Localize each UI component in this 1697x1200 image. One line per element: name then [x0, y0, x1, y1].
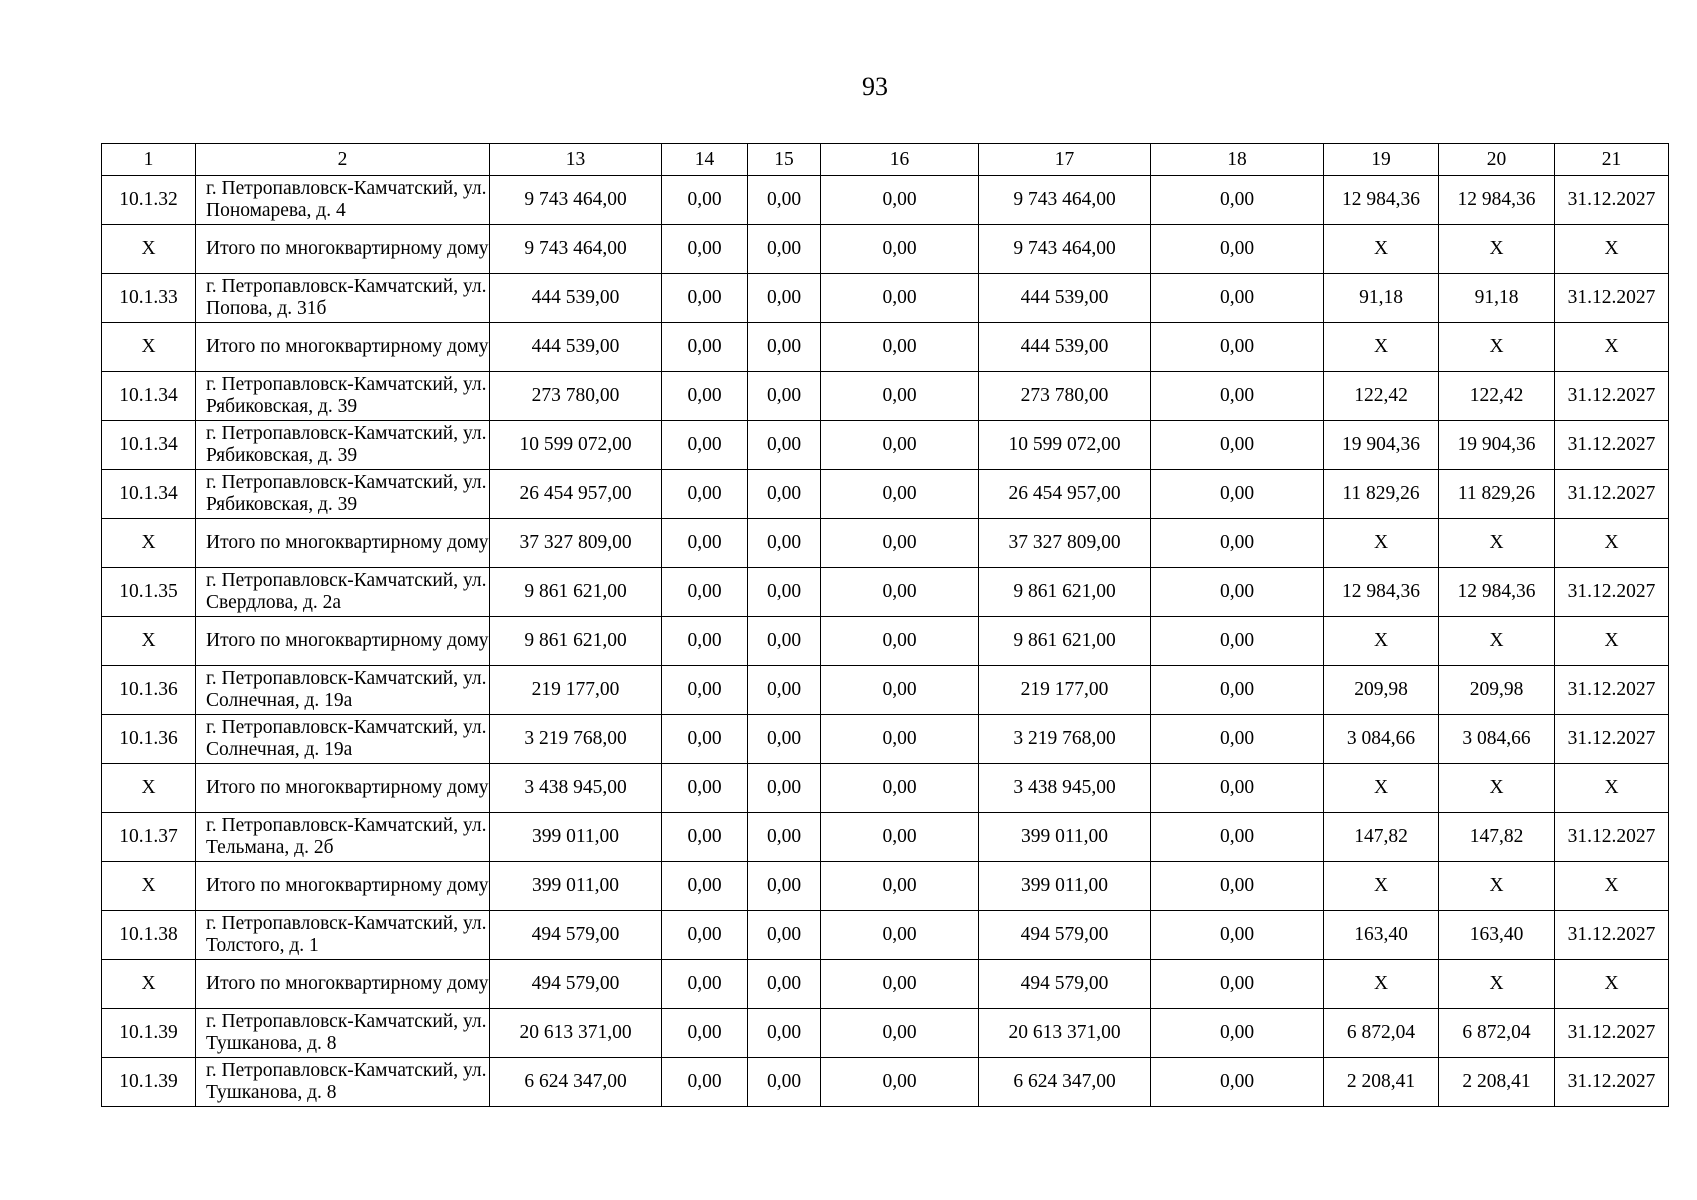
fund-cell: 0,00: [748, 519, 821, 568]
row-number-cell: X: [102, 617, 196, 666]
fund-cell: 0,00: [748, 813, 821, 862]
fund-cell: 0,00: [748, 862, 821, 911]
fund-cell: 0,00: [662, 715, 748, 764]
deadline-cell: X: [1555, 323, 1669, 372]
deadline-cell: 31.12.2027: [1555, 421, 1669, 470]
cost-total-cell: 9 743 464,00: [490, 225, 662, 274]
deadline-cell: 31.12.2027: [1555, 666, 1669, 715]
cost-owners-cell: 399 011,00: [979, 813, 1151, 862]
address-cell: г. Петропавловск-Камчатский, ул. Толстого, д. 1: [196, 911, 490, 960]
fund-cell: 0,00: [662, 372, 748, 421]
table-row: [102, 715, 1669, 764]
unit-cost-limit-cell: X: [1439, 617, 1555, 666]
fund-cell: 0,00: [662, 1058, 748, 1107]
unit-cost-limit-cell: 11 829,26: [1439, 470, 1555, 519]
fund-cell: 0,00: [821, 372, 979, 421]
table-row: [102, 421, 1669, 470]
cost-owners-cell: 20 613 371,00: [979, 1009, 1151, 1058]
deadline-cell: 31.12.2027: [1555, 470, 1669, 519]
fund-cell: 0,00: [748, 666, 821, 715]
deadline-cell: X: [1555, 519, 1669, 568]
unit-cost-limit-cell: 209,98: [1439, 666, 1555, 715]
row-number-cell: X: [102, 764, 196, 813]
column-header: 2: [196, 144, 490, 176]
fund-cell: 0,00: [821, 1009, 979, 1058]
row-number-cell: 10.1.39: [102, 1009, 196, 1058]
cost-total-cell: 9 743 464,00: [490, 176, 662, 225]
data-table: [101, 143, 1669, 1107]
unit-cost-limit-cell: 12 984,36: [1439, 176, 1555, 225]
fund-cell: 0,00: [821, 813, 979, 862]
fund-cell: 0,00: [1151, 911, 1324, 960]
fund-cell: 0,00: [821, 470, 979, 519]
cost-owners-cell: 494 579,00: [979, 960, 1151, 1009]
deadline-cell: 31.12.2027: [1555, 1009, 1669, 1058]
table-row: [102, 1009, 1669, 1058]
column-header: 18: [1151, 144, 1324, 176]
table-body: [102, 176, 1669, 1107]
fund-cell: 0,00: [748, 911, 821, 960]
deadline-cell: 31.12.2027: [1555, 715, 1669, 764]
column-header: 14: [662, 144, 748, 176]
row-number-cell: 10.1.37: [102, 813, 196, 862]
column-header: 19: [1324, 144, 1439, 176]
fund-cell: 0,00: [821, 764, 979, 813]
fund-cell: 0,00: [748, 568, 821, 617]
unit-cost-cell: 6 872,04: [1324, 1009, 1439, 1058]
deadline-cell: X: [1555, 617, 1669, 666]
unit-cost-cell: 12 984,36: [1324, 176, 1439, 225]
unit-cost-cell: 12 984,36: [1324, 568, 1439, 617]
address-cell: г. Петропавловск-Камчатский, ул. Тельмана, д. 2б: [196, 813, 490, 862]
row-number-cell: 10.1.38: [102, 911, 196, 960]
deadline-cell: 31.12.2027: [1555, 813, 1669, 862]
unit-cost-limit-cell: X: [1439, 225, 1555, 274]
address-cell: г. Петропавловск-Камчатский, ул. Солнечная, д. 19а: [196, 715, 490, 764]
row-number-cell: 10.1.36: [102, 666, 196, 715]
unit-cost-cell: 147,82: [1324, 813, 1439, 862]
deadline-cell: X: [1555, 960, 1669, 1009]
address-cell: Итого по многоквартирному дому: [196, 960, 490, 1009]
row-number-cell: 10.1.34: [102, 470, 196, 519]
address-cell: Итого по многоквартирному дому: [196, 764, 490, 813]
row-number-cell: 10.1.34: [102, 421, 196, 470]
fund-cell: 0,00: [821, 960, 979, 1009]
fund-cell: 0,00: [1151, 225, 1324, 274]
fund-cell: 0,00: [662, 519, 748, 568]
fund-cell: 0,00: [821, 568, 979, 617]
fund-cell: 0,00: [821, 617, 979, 666]
fund-cell: 0,00: [662, 1009, 748, 1058]
fund-cell: 0,00: [748, 764, 821, 813]
address-cell: г. Петропавловск-Камчатский, ул. Тушканова, д. 8: [196, 1009, 490, 1058]
address-cell: г. Петропавловск-Камчатский, ул. Попова, д. 31б: [196, 274, 490, 323]
fund-cell: 0,00: [748, 225, 821, 274]
fund-cell: 0,00: [1151, 666, 1324, 715]
unit-cost-limit-cell: 2 208,41: [1439, 1058, 1555, 1107]
cost-total-cell: 444 539,00: [490, 274, 662, 323]
fund-cell: 0,00: [1151, 176, 1324, 225]
fund-cell: 0,00: [662, 421, 748, 470]
unit-cost-limit-cell: X: [1439, 862, 1555, 911]
fund-cell: 0,00: [748, 960, 821, 1009]
address-cell: г. Петропавловск-Камчатский, ул. Рябиковская, д. 39: [196, 470, 490, 519]
cost-total-cell: 6 624 347,00: [490, 1058, 662, 1107]
column-header: 17: [979, 144, 1151, 176]
fund-cell: 0,00: [662, 764, 748, 813]
unit-cost-limit-cell: X: [1439, 960, 1555, 1009]
unit-cost-cell: X: [1324, 519, 1439, 568]
fund-cell: 0,00: [1151, 568, 1324, 617]
fund-cell: 0,00: [662, 274, 748, 323]
cost-total-cell: 3 219 768,00: [490, 715, 662, 764]
unit-cost-cell: 3 084,66: [1324, 715, 1439, 764]
cost-total-cell: 37 327 809,00: [490, 519, 662, 568]
fund-cell: 0,00: [662, 568, 748, 617]
fund-cell: 0,00: [748, 274, 821, 323]
table-row: [102, 617, 1669, 666]
column-header: 20: [1439, 144, 1555, 176]
deadline-cell: 31.12.2027: [1555, 372, 1669, 421]
table-row: [102, 666, 1669, 715]
deadline-cell: X: [1555, 764, 1669, 813]
table-row: [102, 323, 1669, 372]
table-row: [102, 960, 1669, 1009]
row-number-cell: 10.1.35: [102, 568, 196, 617]
unit-cost-limit-cell: 91,18: [1439, 274, 1555, 323]
unit-cost-cell: 91,18: [1324, 274, 1439, 323]
fund-cell: 0,00: [1151, 519, 1324, 568]
unit-cost-limit-cell: X: [1439, 323, 1555, 372]
fund-cell: 0,00: [1151, 764, 1324, 813]
column-header: 16: [821, 144, 979, 176]
cost-total-cell: 9 861 621,00: [490, 617, 662, 666]
unit-cost-cell: 163,40: [1324, 911, 1439, 960]
page-number: 93: [862, 72, 888, 101]
cost-owners-cell: 444 539,00: [979, 323, 1151, 372]
fund-cell: 0,00: [821, 421, 979, 470]
cost-total-cell: 494 579,00: [490, 960, 662, 1009]
unit-cost-limit-cell: 147,82: [1439, 813, 1555, 862]
fund-cell: 0,00: [821, 323, 979, 372]
fund-cell: 0,00: [748, 715, 821, 764]
fund-cell: 0,00: [748, 617, 821, 666]
cost-total-cell: 20 613 371,00: [490, 1009, 662, 1058]
cost-owners-cell: 9 861 621,00: [979, 617, 1151, 666]
unit-cost-cell: 19 904,36: [1324, 421, 1439, 470]
cost-total-cell: 494 579,00: [490, 911, 662, 960]
fund-cell: 0,00: [1151, 862, 1324, 911]
address-cell: г. Петропавловск-Камчатский, ул. Рябиковская, д. 39: [196, 372, 490, 421]
row-number-cell: 10.1.36: [102, 715, 196, 764]
fund-cell: 0,00: [748, 470, 821, 519]
table-row: [102, 519, 1669, 568]
address-cell: Итого по многоквартирному дому: [196, 323, 490, 372]
table-row: [102, 862, 1669, 911]
cost-total-cell: 273 780,00: [490, 372, 662, 421]
column-header: 13: [490, 144, 662, 176]
cost-owners-cell: 3 219 768,00: [979, 715, 1151, 764]
fund-cell: 0,00: [662, 862, 748, 911]
unit-cost-limit-cell: X: [1439, 764, 1555, 813]
cost-owners-cell: 399 011,00: [979, 862, 1151, 911]
table-row: [102, 813, 1669, 862]
deadline-cell: 31.12.2027: [1555, 568, 1669, 617]
fund-cell: 0,00: [662, 617, 748, 666]
fund-cell: 0,00: [821, 1058, 979, 1107]
unit-cost-cell: 2 208,41: [1324, 1058, 1439, 1107]
cost-total-cell: 444 539,00: [490, 323, 662, 372]
cost-total-cell: 9 861 621,00: [490, 568, 662, 617]
address-cell: г. Петропавловск-Камчатский, ул. Солнечная, д. 19а: [196, 666, 490, 715]
row-number-cell: 10.1.33: [102, 274, 196, 323]
address-cell: г. Петропавловск-Камчатский, ул. Рябиковская, д. 39: [196, 421, 490, 470]
address-cell: г. Петропавловск-Камчатский, ул. Тушканова, д. 8: [196, 1058, 490, 1107]
cost-owners-cell: 494 579,00: [979, 911, 1151, 960]
unit-cost-cell: X: [1324, 617, 1439, 666]
address-cell: Итого по многоквартирному дому: [196, 225, 490, 274]
deadline-cell: 31.12.2027: [1555, 911, 1669, 960]
fund-cell: 0,00: [821, 274, 979, 323]
cost-owners-cell: 3 438 945,00: [979, 764, 1151, 813]
table-row: [102, 372, 1669, 421]
unit-cost-cell: 209,98: [1324, 666, 1439, 715]
column-header: 1: [102, 144, 196, 176]
fund-cell: 0,00: [748, 1009, 821, 1058]
fund-cell: 0,00: [1151, 274, 1324, 323]
deadline-cell: 31.12.2027: [1555, 1058, 1669, 1107]
fund-cell: 0,00: [821, 715, 979, 764]
unit-cost-cell: X: [1324, 862, 1439, 911]
header-row: [102, 144, 1669, 176]
cost-owners-cell: 6 624 347,00: [979, 1058, 1151, 1107]
unit-cost-cell: 11 829,26: [1324, 470, 1439, 519]
fund-cell: 0,00: [748, 372, 821, 421]
fund-cell: 0,00: [662, 225, 748, 274]
deadline-cell: 31.12.2027: [1555, 274, 1669, 323]
cost-owners-cell: 444 539,00: [979, 274, 1151, 323]
deadline-cell: X: [1555, 862, 1669, 911]
row-number-cell: X: [102, 323, 196, 372]
unit-cost-limit-cell: 122,42: [1439, 372, 1555, 421]
unit-cost-limit-cell: 12 984,36: [1439, 568, 1555, 617]
fund-cell: 0,00: [1151, 1009, 1324, 1058]
cost-owners-cell: 273 780,00: [979, 372, 1151, 421]
fund-cell: 0,00: [821, 666, 979, 715]
unit-cost-cell: X: [1324, 323, 1439, 372]
fund-cell: 0,00: [662, 470, 748, 519]
address-cell: Итого по многоквартирному дому: [196, 519, 490, 568]
fund-cell: 0,00: [821, 519, 979, 568]
cost-owners-cell: 9 743 464,00: [979, 225, 1151, 274]
unit-cost-limit-cell: 19 904,36: [1439, 421, 1555, 470]
cost-owners-cell: 9 743 464,00: [979, 176, 1151, 225]
unit-cost-limit-cell: 163,40: [1439, 911, 1555, 960]
fund-cell: 0,00: [821, 176, 979, 225]
fund-cell: 0,00: [662, 176, 748, 225]
unit-cost-limit-cell: 6 872,04: [1439, 1009, 1555, 1058]
fund-cell: 0,00: [1151, 323, 1324, 372]
row-number-cell: X: [102, 225, 196, 274]
fund-cell: 0,00: [1151, 960, 1324, 1009]
fund-cell: 0,00: [748, 176, 821, 225]
fund-cell: 0,00: [1151, 617, 1324, 666]
table-row: [102, 470, 1669, 519]
fund-cell: 0,00: [662, 323, 748, 372]
cost-total-cell: 10 599 072,00: [490, 421, 662, 470]
address-cell: г. Петропавловск-Камчатский, ул. Свердлова, д. 2а: [196, 568, 490, 617]
cost-total-cell: 399 011,00: [490, 862, 662, 911]
row-number-cell: X: [102, 862, 196, 911]
cost-total-cell: 3 438 945,00: [490, 764, 662, 813]
unit-cost-cell: X: [1324, 225, 1439, 274]
cost-owners-cell: 219 177,00: [979, 666, 1151, 715]
row-number-cell: X: [102, 960, 196, 1009]
address-cell: Итого по многоквартирному дому: [196, 862, 490, 911]
unit-cost-cell: X: [1324, 764, 1439, 813]
fund-cell: 0,00: [662, 813, 748, 862]
table-row: [102, 274, 1669, 323]
cost-total-cell: 26 454 957,00: [490, 470, 662, 519]
row-number-cell: 10.1.39: [102, 1058, 196, 1107]
table-row: [102, 568, 1669, 617]
table-row: [102, 1058, 1669, 1107]
fund-cell: 0,00: [1151, 1058, 1324, 1107]
table-row: [102, 225, 1669, 274]
unit-cost-limit-cell: 3 084,66: [1439, 715, 1555, 764]
table-row: [102, 911, 1669, 960]
fund-cell: 0,00: [748, 1058, 821, 1107]
table-row: [102, 176, 1669, 225]
fund-cell: 0,00: [821, 862, 979, 911]
unit-cost-limit-cell: X: [1439, 519, 1555, 568]
fund-cell: 0,00: [821, 225, 979, 274]
fund-cell: 0,00: [821, 911, 979, 960]
fund-cell: 0,00: [662, 911, 748, 960]
fund-cell: 0,00: [1151, 421, 1324, 470]
cost-owners-cell: 10 599 072,00: [979, 421, 1151, 470]
fund-cell: 0,00: [1151, 470, 1324, 519]
column-header: 21: [1555, 144, 1669, 176]
row-number-cell: 10.1.34: [102, 372, 196, 421]
deadline-cell: X: [1555, 225, 1669, 274]
row-number-cell: 10.1.32: [102, 176, 196, 225]
cost-owners-cell: 26 454 957,00: [979, 470, 1151, 519]
table-row: [102, 764, 1669, 813]
cost-total-cell: 399 011,00: [490, 813, 662, 862]
cost-total-cell: 219 177,00: [490, 666, 662, 715]
fund-cell: 0,00: [748, 421, 821, 470]
column-header: 15: [748, 144, 821, 176]
unit-cost-cell: 122,42: [1324, 372, 1439, 421]
cost-owners-cell: 37 327 809,00: [979, 519, 1151, 568]
fund-cell: 0,00: [662, 666, 748, 715]
fund-cell: 0,00: [662, 960, 748, 1009]
row-number-cell: X: [102, 519, 196, 568]
fund-cell: 0,00: [1151, 715, 1324, 764]
fund-cell: 0,00: [1151, 813, 1324, 862]
fund-cell: 0,00: [748, 323, 821, 372]
address-cell: г. Петропавловск-Камчатский, ул. Пономарева, д. 4: [196, 176, 490, 225]
cost-owners-cell: 9 861 621,00: [979, 568, 1151, 617]
fund-cell: 0,00: [1151, 372, 1324, 421]
deadline-cell: 31.12.2027: [1555, 176, 1669, 225]
address-cell: Итого по многоквартирному дому: [196, 617, 490, 666]
unit-cost-cell: X: [1324, 960, 1439, 1009]
